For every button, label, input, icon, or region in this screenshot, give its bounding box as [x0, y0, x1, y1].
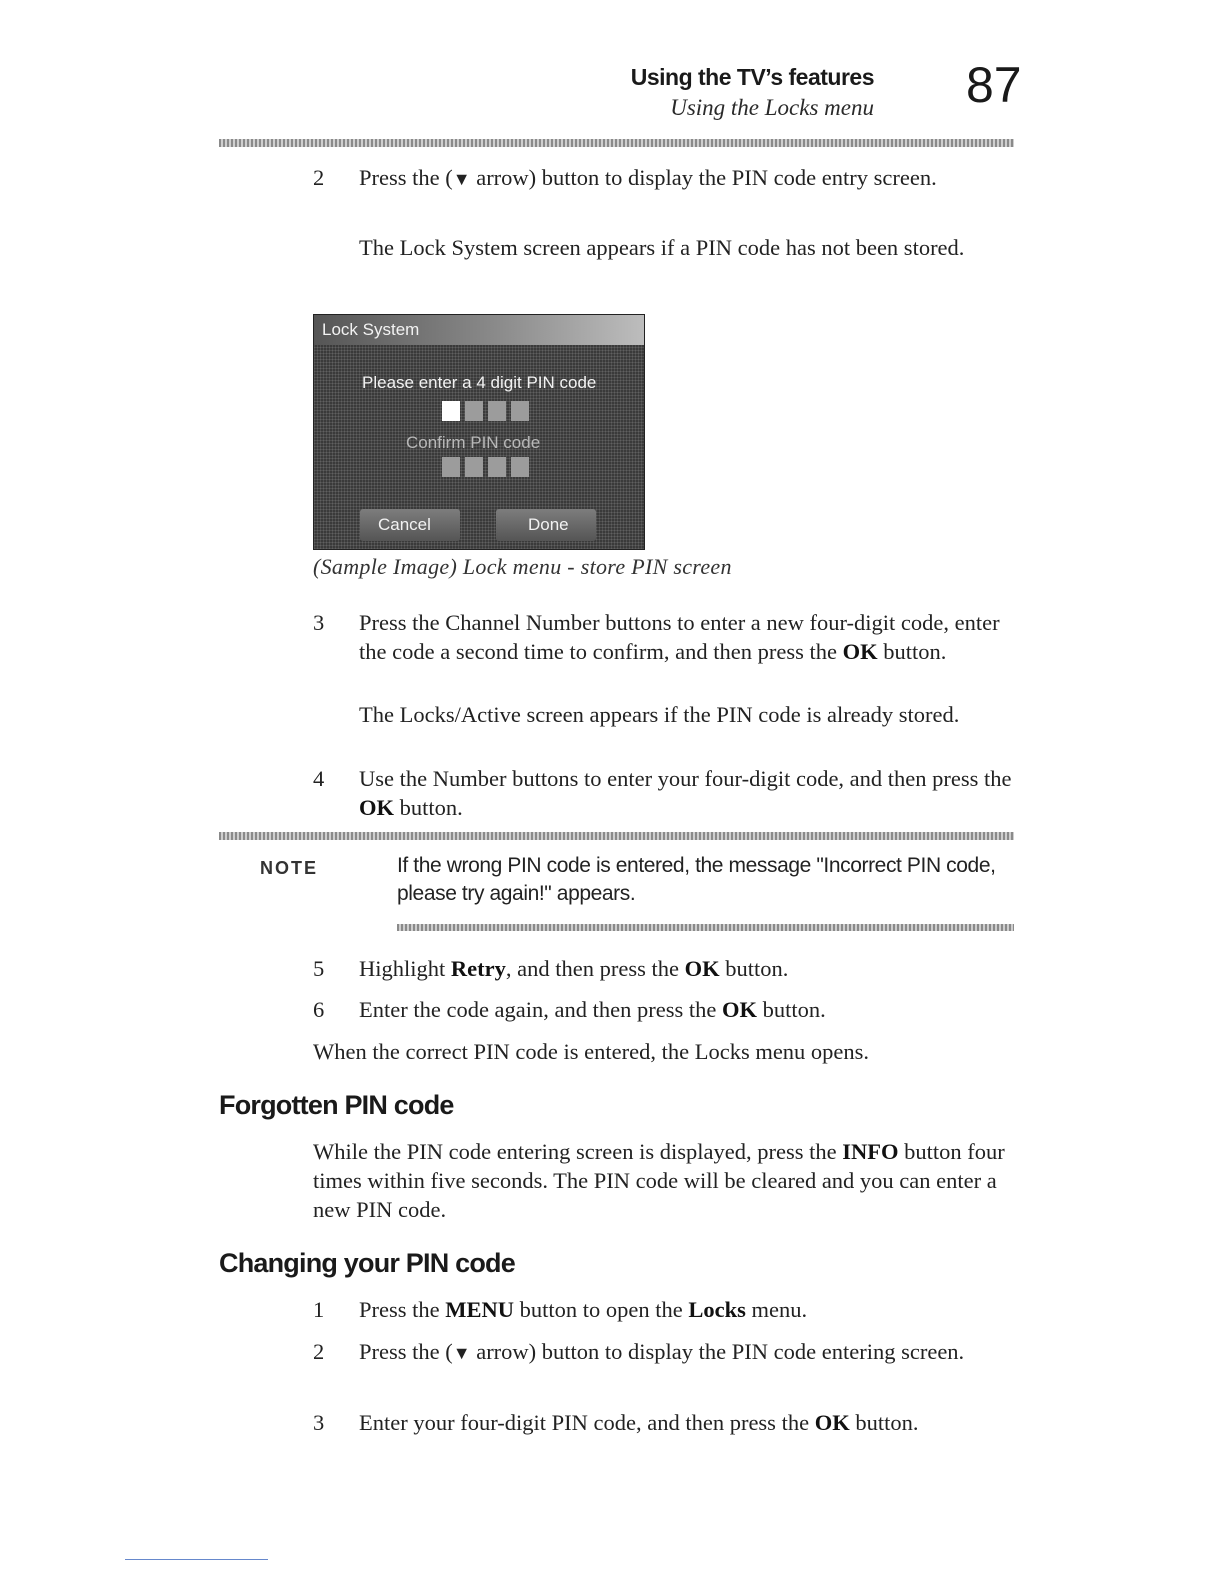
text-run: button.: [849, 1410, 919, 1435]
text-run: Enter the code again, and then press the: [359, 997, 722, 1022]
pin-digit-box: [511, 457, 529, 477]
step-item: [313, 1295, 1023, 1324]
step-number: 2: [313, 165, 325, 190]
text-run: button.: [757, 997, 826, 1022]
down-arrow-icon: ▼: [452, 1343, 471, 1363]
step-number: 3: [313, 610, 325, 635]
figure-caption: (Sample Image) Lock menu - store PIN screen: [313, 554, 732, 579]
bold-term: Locks: [688, 1297, 746, 1322]
result-paragraph: When the correct PIN code is entered, the Locks menu opens.: [313, 1039, 870, 1064]
text-run: arrow) button to display the PIN code entry screen.: [470, 165, 937, 190]
pin-digit-box: [442, 401, 460, 421]
text-run: button.: [394, 795, 463, 820]
section-heading-changing-pin: Changing your PIN code: [219, 1248, 515, 1278]
step-text: [359, 1408, 1019, 1437]
bold-term: INFO: [842, 1139, 899, 1164]
header-divider: [219, 139, 1014, 147]
pin-entry-boxes: [442, 401, 529, 421]
pin-digit-box: [442, 457, 460, 477]
step-item: [313, 608, 1023, 695]
text-run: Press the Channel Number buttons to enter a new four-digit code, enter the code a second time to confirm, and then press the: [359, 610, 1000, 664]
confirm-pin-prompt: Confirm PIN code: [406, 433, 541, 452]
text-run: While the PIN code entering screen is displayed, press the: [313, 1139, 843, 1164]
step-item: [313, 764, 1023, 822]
text-run: Use the Number buttons to enter your four-digit code, and then press the: [359, 766, 1012, 791]
step-text: [359, 1295, 1019, 1324]
section-title: Using the TV’s features: [630, 64, 874, 90]
text-run: , and then press the: [505, 956, 685, 981]
pin-digit-box: [465, 457, 483, 477]
lock-system-screen-image: [313, 314, 645, 550]
step-text: [359, 954, 1019, 983]
text-run: Enter your four-digit PIN code, and then press the: [359, 1410, 815, 1435]
note-label: NOTE: [260, 858, 319, 878]
step-text: [359, 163, 1019, 194]
pin-digit-box: [488, 457, 506, 477]
pin-digit-box: [465, 401, 483, 421]
text-run: button.: [719, 956, 789, 981]
step-number: 3: [313, 1410, 325, 1435]
note-divider-top: [219, 832, 1014, 840]
pin-digit-box: [488, 401, 506, 421]
text-run: button to open the: [514, 1297, 689, 1322]
cancel-button-label: Cancel: [378, 515, 431, 534]
step-number: 6: [313, 997, 325, 1022]
page-number: 87: [966, 57, 1022, 113]
step-item: [313, 954, 1023, 983]
bold-term: MENU: [445, 1297, 514, 1322]
text-run: Press the (: [359, 165, 453, 190]
step-item: [313, 1408, 1023, 1437]
screen-title: Lock System: [322, 320, 420, 339]
pin-digit-box: [511, 401, 529, 421]
footer-rule: [125, 1559, 268, 1560]
step-number: 5: [313, 956, 325, 981]
forgotten-pin-paragraph: [313, 1137, 1013, 1224]
section-heading-forgotten-pin: Forgotten PIN code: [219, 1090, 454, 1120]
text-run: arrow) button to display the PIN code entering screen.: [470, 1339, 965, 1364]
bold-term: Retry: [450, 956, 506, 981]
text-run: button four times within five seconds. The PIN code will be cleared and you can enter a new PIN code.: [313, 1139, 1005, 1222]
text-run: button.: [877, 639, 947, 664]
step-number: 2: [313, 1339, 325, 1364]
bold-term: OK: [842, 639, 878, 664]
step-item: [313, 163, 1023, 221]
step-text: [359, 764, 1019, 822]
text-run: Press the (: [359, 1339, 453, 1364]
subsection-title: Using the Locks menu: [670, 95, 874, 120]
step-text: [359, 995, 1019, 1024]
done-button-label: Done: [528, 515, 569, 534]
confirm-pin-boxes: [442, 457, 529, 477]
step-item: [313, 995, 1023, 1024]
note-text: If the wrong PIN code is entered, the message "Incorrect PIN code, please try again!" appears.: [397, 854, 996, 905]
bold-term: OK: [722, 997, 758, 1022]
step-note-paragraph: The Lock System screen appears if a PIN code has not been stored.: [359, 235, 965, 260]
step-number: 4: [313, 766, 325, 791]
step-item: [313, 1337, 1023, 1395]
step-number: 1: [313, 1297, 325, 1322]
bold-term: OK: [814, 1410, 850, 1435]
note-divider-bottom: [397, 924, 1014, 931]
text-run: menu.: [745, 1297, 808, 1322]
bold-term: OK: [684, 956, 720, 981]
step-note-paragraph: The Locks/Active screen appears if the PIN code is already stored.: [359, 702, 960, 727]
step-text: [359, 608, 1019, 666]
bold-term: OK: [359, 795, 395, 820]
step-text: [359, 1337, 1019, 1368]
pin-prompt: Please enter a 4 digit PIN code: [362, 373, 597, 392]
text-run: Highlight: [359, 956, 451, 981]
down-arrow-icon: ▼: [452, 169, 471, 189]
text-run: Press the: [359, 1297, 446, 1322]
